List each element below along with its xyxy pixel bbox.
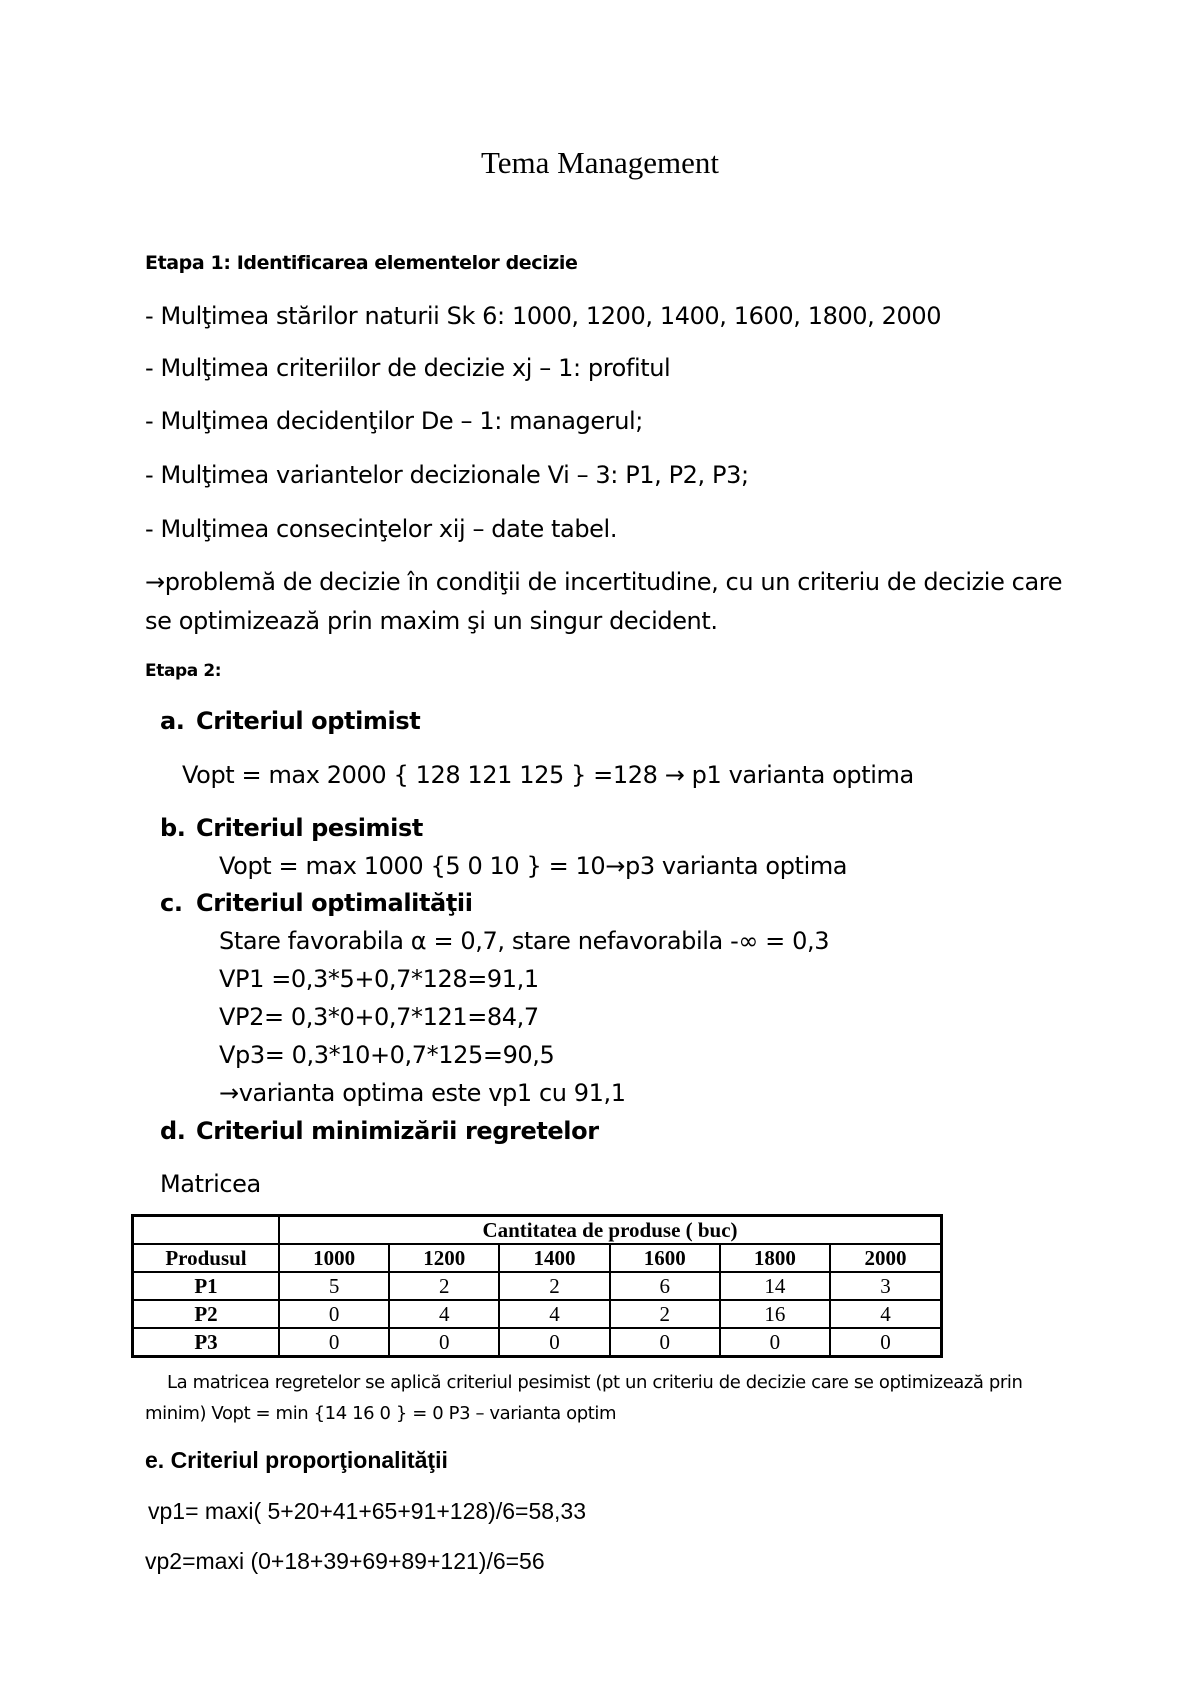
criterion-c-line: VP1 =0,3*5+0,7*128=91,1 [219, 965, 539, 993]
etapa1-heading: Etapa 1: Identificarea elementelor decizie [145, 252, 578, 274]
table-row-label: P2 [133, 1300, 280, 1328]
etapa1-conclusion: →problemă de decizie în condiţii de incertitudine, cu un criteriu de decizie care [145, 568, 1063, 596]
table-cell: 3 [830, 1272, 941, 1300]
etapa2-heading: Etapa 2: [145, 661, 222, 681]
table-column-header: 1600 [610, 1244, 720, 1272]
table-cell: 0 [610, 1328, 720, 1357]
criterion-a-formula: Vopt = max 2000 { 128 121 125 } =128 → p1 varianta optima [182, 761, 914, 789]
criterion-d-label: d. [160, 1117, 186, 1145]
criterion-e-line: vp2=maxi (0+18+39+69+89+121)/6=56 [145, 1548, 545, 1574]
table-cell: 0 [720, 1328, 830, 1357]
etapa1-item: - Mulţimea stărilor naturii Sk 6: 1000, 1200, 1400, 1600, 1800, 2000 [145, 302, 942, 330]
table-cell: 0 [279, 1300, 389, 1328]
table-cell: 4 [389, 1300, 499, 1328]
table-cell: 0 [389, 1328, 499, 1357]
table-cell: 0 [279, 1328, 389, 1357]
etapa1-item: - Mulţimea variantelor decizionale Vi – 3: P1, P2, P3; [145, 461, 749, 489]
table-cell: 2 [499, 1272, 609, 1300]
table-cell: 0 [499, 1328, 609, 1357]
criterion-c-line: Stare favorabila α = 0,7, stare nefavorabila -∞ = 0,3 [219, 927, 830, 955]
criterion-c-line: →varianta optima este vp1 cu 91,1 [219, 1079, 626, 1107]
table-column-header: 1400 [499, 1244, 609, 1272]
table-row [133, 1216, 942, 1245]
table-row [133, 1244, 942, 1272]
regret-note: minim) Vopt = min {14 16 0 } = 0 P3 – varianta optim [145, 1403, 617, 1424]
table-cell: 5 [279, 1272, 389, 1300]
document-title: Tema Management [481, 145, 719, 180]
table-corner-cell [133, 1216, 280, 1245]
table-row-header: Produsul [133, 1244, 280, 1272]
table-group-header: Cantitatea de produse ( buc) [279, 1216, 942, 1245]
criterion-a-label: a. [160, 707, 185, 735]
criterion-c-line: VP2= 0,3*0+0,7*121=84,7 [219, 1003, 539, 1031]
criterion-e-title: e. Criteriul proporţionalităţii [145, 1447, 448, 1473]
table-cell: 2 [610, 1300, 720, 1328]
table-column-header: 1000 [279, 1244, 389, 1272]
table-cell: 0 [830, 1328, 941, 1357]
regret-matrix-table [131, 1214, 943, 1358]
table-row-label: P1 [133, 1272, 280, 1300]
table-cell: 6 [610, 1272, 720, 1300]
table-row [133, 1328, 942, 1357]
table-row [133, 1272, 942, 1300]
criterion-d-title: Criteriul minimizării regretelor [196, 1117, 599, 1145]
criterion-c-label: c. [160, 889, 183, 917]
table-column-header: 1800 [720, 1244, 830, 1272]
table-cell: 2 [389, 1272, 499, 1300]
etapa1-conclusion: se optimizează prin maxim şi un singur decident. [145, 607, 718, 635]
criterion-b-formula: Vopt = max 1000 {5 0 10 } = 10→p3 varianta optima [219, 852, 848, 880]
criterion-b-title: Criteriul pesimist [196, 814, 423, 842]
criterion-a-title: Criteriul optimist [196, 707, 421, 735]
table-cell: 4 [830, 1300, 941, 1328]
table-row-label: P3 [133, 1328, 280, 1357]
table-cell: 14 [720, 1272, 830, 1300]
etapa1-item: - Mulţimea criteriilor de decizie xj – 1: profitul [145, 354, 671, 382]
table-column-header: 1200 [389, 1244, 499, 1272]
etapa1-item: - Mulţimea decidenţilor De – 1: managerul; [145, 407, 643, 435]
etapa1-item: - Mulţimea consecinţelor xij – date tabel. [145, 515, 618, 543]
table-cell: 4 [499, 1300, 609, 1328]
criterion-c-title: Criteriul optimalităţii [196, 889, 473, 917]
criterion-b-label: b. [160, 814, 186, 842]
matrix-label: Matricea [160, 1170, 261, 1198]
table-row [133, 1300, 942, 1328]
regret-note: La matricea regretelor se aplică criteriul pesimist (pt un criteriu de decizie care se optimizează prin [167, 1372, 1023, 1393]
table-column-header: 2000 [830, 1244, 941, 1272]
criterion-e-line: vp1= maxi( 5+20+41+65+91+128)/6=58,33 [148, 1498, 586, 1524]
criterion-c-line: Vp3= 0,3*10+0,7*125=90,5 [219, 1041, 555, 1069]
table-cell: 16 [720, 1300, 830, 1328]
